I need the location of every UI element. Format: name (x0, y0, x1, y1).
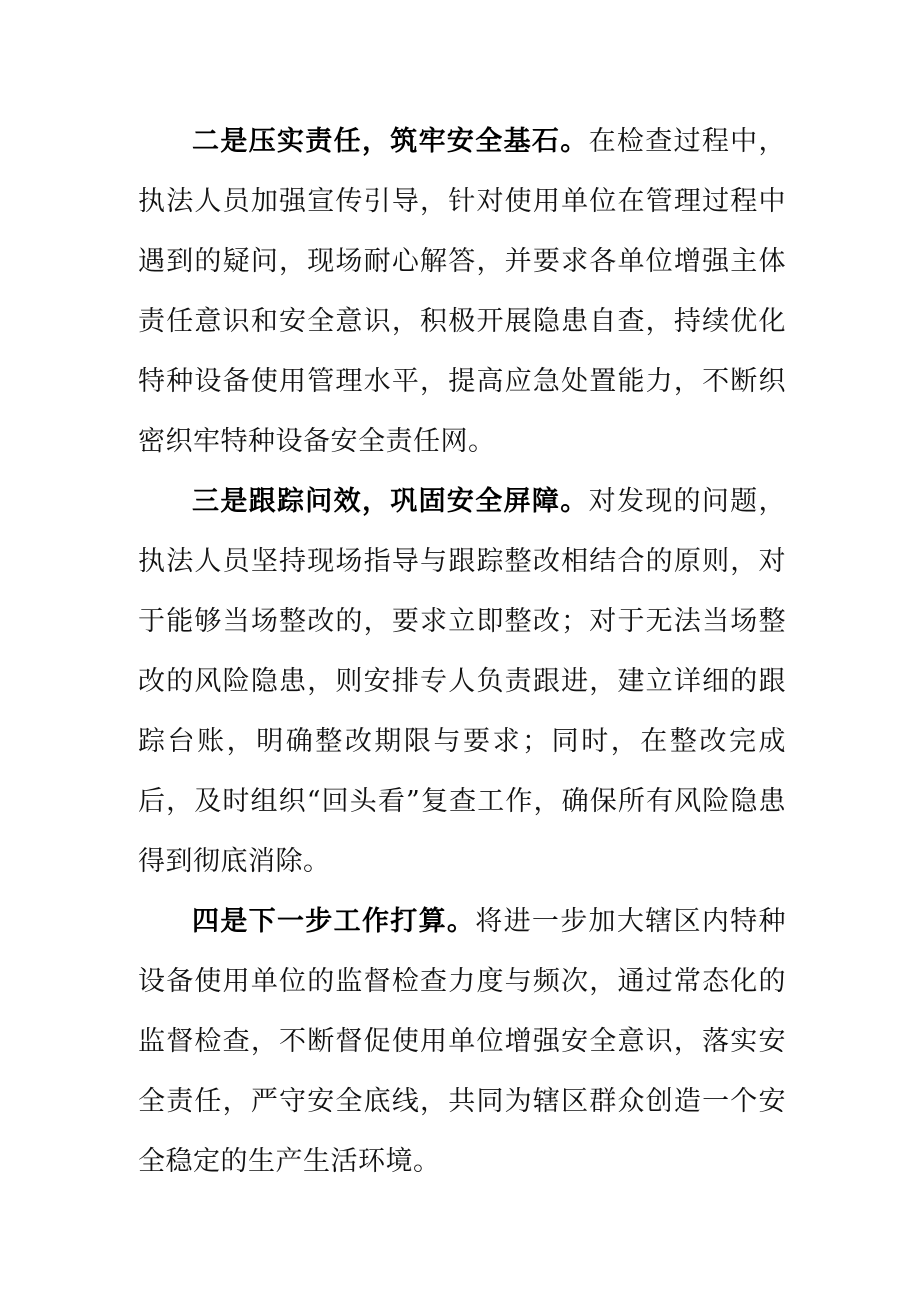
paragraph-follow-up (138, 472, 786, 892)
paragraph-lead: 四是下一步工作打算。 (192, 906, 476, 937)
paragraph-responsibility (138, 112, 786, 472)
paragraph-text: 将进一步加大辖区内特种设备使用单位的监督检查力度与频次，通过常态化的监督检查，不断督促使用单位增强安全意识，落实安全责任，严守安全底线，共同为辖区群众创造一个安全稳定的生产生活环境。 (138, 906, 786, 1177)
document-body (138, 112, 786, 1192)
paragraph-lead: 二是压实责任，筑牢安全基石。 (192, 126, 589, 157)
paragraph-text: 对发现的问题，执法人员坚持现场指导与跟踪整改相结合的原则，对于能够当场整改的，要求立即整改；对于无法当场整改的风险隐患，则安排专人负责跟进，建立详细的跟踪台账，明确整改期限与要求；同时，在整改完成后，及时组织“回头看”复查工作，确保所有风险隐患得到彻底消除。 (138, 486, 787, 877)
paragraph-lead: 三是跟踪问效，巩固安全屏障。 (192, 486, 589, 517)
paragraph-next-steps (138, 892, 786, 1192)
paragraph-text: 在检查过程中，执法人员加强宣传引导，针对使用单位在管理过程中遇到的疑问，现场耐心解答，并要求各单位增强主体责任意识和安全意识，积极开展隐患自查，持续优化特种设备使用管理水平，提高应急处置能力，不断织密织牢特种设备安全责任网。 (138, 126, 787, 457)
